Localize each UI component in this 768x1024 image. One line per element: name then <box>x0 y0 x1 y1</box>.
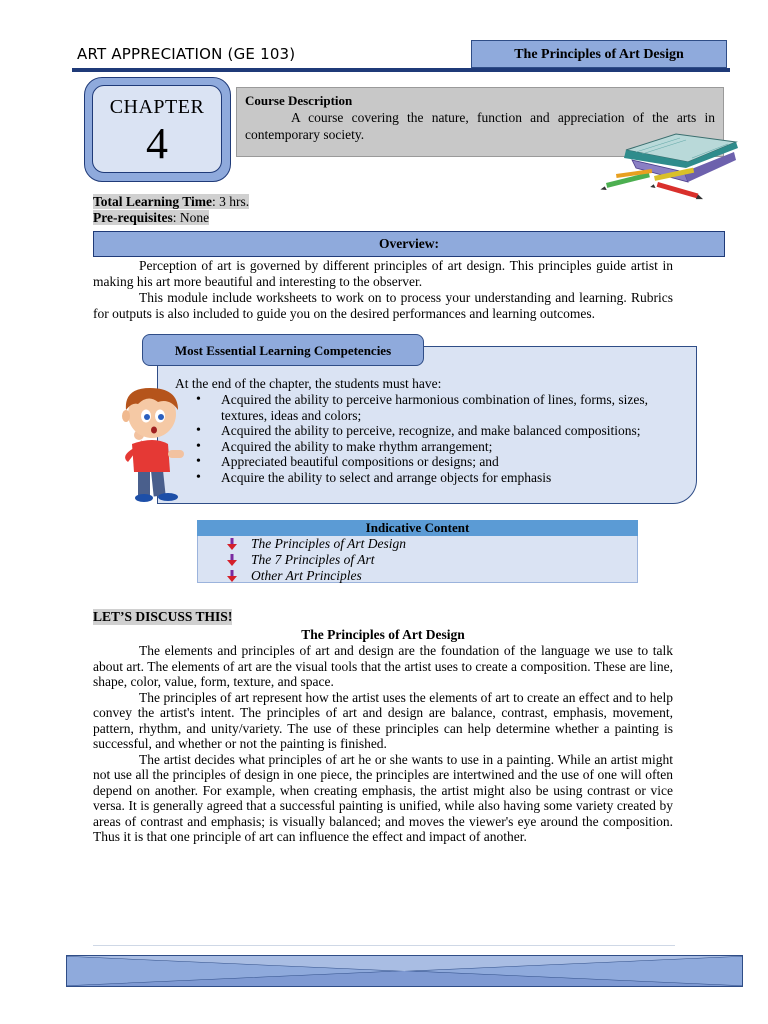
competency-item: • Acquired the ability to make rhythm arrangement; <box>196 439 686 455</box>
indicative-content-item <box>226 552 406 568</box>
indicative-content-text: The Principles of Art Design <box>251 536 406 551</box>
indicative-content-list <box>226 536 406 583</box>
learning-time-label: Total Learning Time <box>93 194 213 209</box>
indicative-content-item <box>226 568 406 584</box>
competencies-lead: At the end of the chapter, the students must have: <box>175 376 442 391</box>
learning-time-value: : 3 hrs. <box>212 194 250 209</box>
competency-item: • Appreciated beautiful compositions or designs; and <box>196 454 686 470</box>
discussion-label: LET’S DISCUSS THIS! <box>93 609 233 624</box>
indicative-content-item <box>226 536 406 552</box>
prerequisites-value: : None <box>172 210 210 225</box>
competencies-list <box>196 392 686 485</box>
learning-time <box>93 194 249 210</box>
overview-text <box>93 258 673 322</box>
header-rule <box>72 68 730 72</box>
competency-item: • Acquired the ability to perceive, recognize, and make balanced compositions; <box>196 423 686 439</box>
arrow-bullet-icon <box>226 570 238 582</box>
overview-paragraph: This module include worksheets to work on to process your understanding and learning. Rubrics for outputs is also included to guide you on the desired performances and learning outcomes. <box>93 290 673 321</box>
prerequisites-label: Pre-requisites <box>93 210 173 225</box>
competency-item: • Acquired the ability to perceive harmonious combination of lines, forms, sizes, textures, ideas and colors; <box>196 392 686 423</box>
arrow-bullet-icon <box>226 554 238 566</box>
overview-heading: Overview: <box>93 231 725 257</box>
course-code: ART APPRECIATION (GE 103) <box>77 45 296 63</box>
overview-paragraph: Perception of art is governed by different principles of art design. This principles guide artist in making his art more beautiful and interesting to the observer. <box>93 258 673 289</box>
footer-band <box>66 955 743 987</box>
discussion-paragraph: The principles of art represent how the artist uses the elements of art to create an effect and to help convey the artist's intent. The principles of art and design are balance, contrast, emphasis, movement, pattern, rhythm, and unity/variety. The use of these principles can help determine whether a painting is successful, and whether or not the painting is finished. <box>93 689 673 751</box>
indicative-content-text: Other Art Principles <box>251 567 362 583</box>
competencies-heading: Most Essential Learning Competencies <box>142 334 424 366</box>
module-title: The Principles of Art Design <box>471 40 727 68</box>
course-description-text: A course covering the nature, function and appreciation of the arts in contemporary society. <box>245 110 715 142</box>
footer-rule <box>93 945 675 946</box>
discussion-paragraph: The elements and principles of art and design are the foundation of the language we use to talk about art. The elements of art are the visual tools that the artist uses to create a composition. These are line, shape, color, value, form, texture, and space. <box>93 643 673 689</box>
thinking-boy-illustration <box>108 380 198 505</box>
indicative-content-text: The 7 Principles of Art <box>251 551 375 567</box>
discussion-title: The Principles of Art Design <box>301 627 465 642</box>
competency-item: • Acquire the ability to select and arrange objects for emphasis <box>196 470 686 486</box>
chapter-label: CHAPTER <box>109 96 205 118</box>
prerequisites <box>93 210 209 226</box>
indicative-content-heading: Indicative Content <box>197 520 638 536</box>
books-pencils-illustration <box>596 128 746 204</box>
chapter-number: 4 <box>146 119 168 168</box>
chapter-badge-inner <box>92 85 222 173</box>
discussion-body <box>93 643 673 845</box>
arrow-bullet-icon <box>226 538 238 550</box>
course-description-heading: Course Description <box>245 93 353 108</box>
discussion-paragraph: The artist decides what principles of art he or she wants to use in a painting. While an artist might not use all the principles of design in one piece, the principles are intertwined and the use of one will often depend on another. For example, when creating emphasis, the artist might also be using contrast or vice versa. It is generally agreed that a successful painting is unified, while also having some variety created by areas of contrast and emphasis; is visually balanced; and moves the viewer's eye around the composition. Thus it is that one principle of art can influence the effect and impact of another. <box>93 751 673 844</box>
